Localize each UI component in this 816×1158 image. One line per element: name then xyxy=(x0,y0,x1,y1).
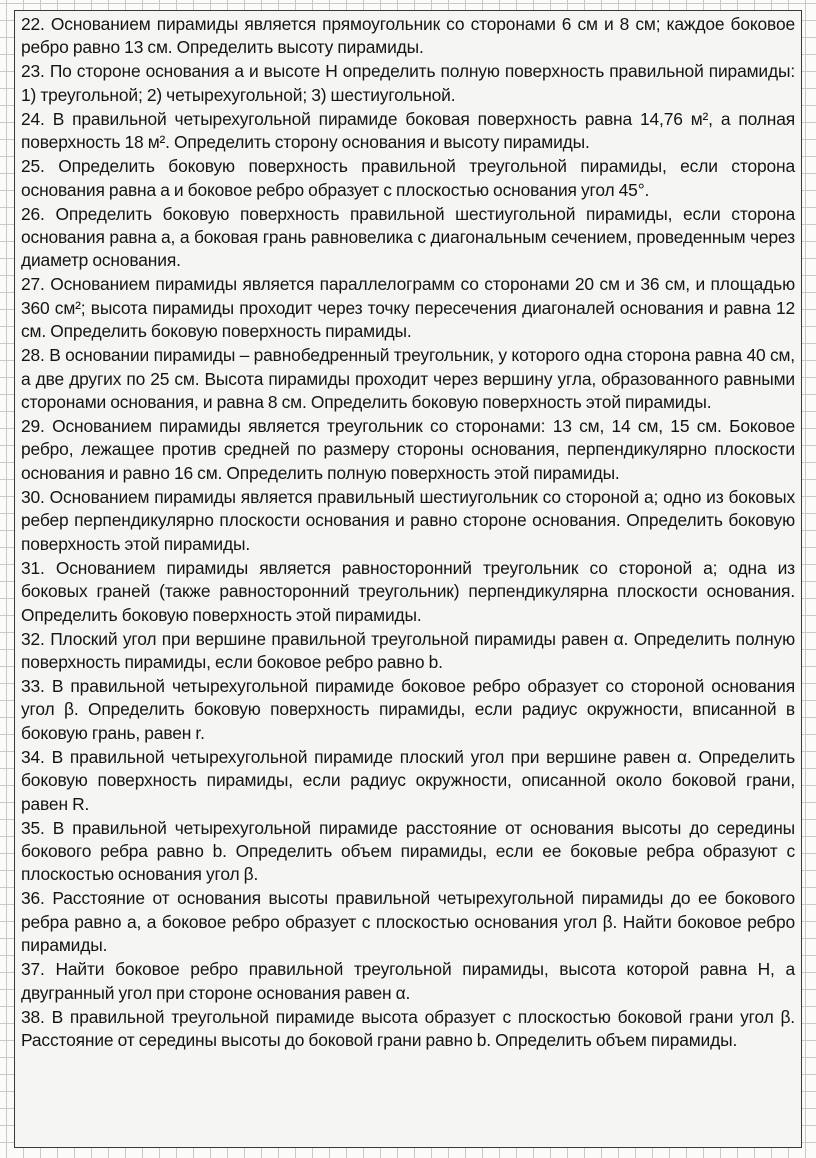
problem-37: 37. Найти боковое ребро правильной треугольной пирамиды, высота которой равна H, а двугранный угол при стороне основания равен α. xyxy=(21,959,795,1003)
problem-28: 28. В основании пирамиды – равнобедренный треугольник, у которого одна сторона равна 40 см, а две других по 25 см. Высота пирамиды проходит через вершину угла, образованного равными сторонами основания, и равна 8 см. Определить боковую поверхность этой пирамиды. xyxy=(21,345,795,413)
problem-32: 32. Плоский угол при вершине правильной треугольной пирамиды равен α. Определить полную поверхность пирамиды, если боковое ребро равно b. xyxy=(21,628,795,672)
problem-31: 31. Основанием пирамиды является равносторонний треугольник со стороной a; одна из боковых граней (также равносторонний треугольник) перпендикулярна плоскости основания. Определить боковую поверхность этой пирамиды. xyxy=(21,557,795,625)
problem-34: 34. В правильной четырехугольной пирамиде плоский угол при вершине равен α. Определить боковую поверхность пирамиды, если радиус окружности, описанной около боковой грани, равен R. xyxy=(21,746,795,814)
problem-25: 25. Определить боковую поверхность правильной треугольной пирамиды, если сторона основания равна a и боковое ребро образует с плоскостью основания угол 45°. xyxy=(21,156,795,200)
problem-35: 35. В правильной четырехугольной пирамиде расстояние от основания высоты до середины бокового ребра равно b. Определить объем пирамиды, если ее боковые ребра образуют с плоскостью основания угол β. xyxy=(21,817,795,885)
problem-33: 33. В правильной четырехугольной пирамиде боковое ребро образует со стороной основания угол β. Определить боковую поверхность пирамиды, если радиус окружности, вписанной в боковую грань, равен r. xyxy=(21,675,795,743)
problem-23: 23. По стороне основания a и высоте H определить полную поверхность правильной пирамиды: 1) треугольной; 2) четырехугольной; 3) шестиугольной. xyxy=(21,61,795,105)
problem-30: 30. Основанием пирамиды является правильный шестиугольник со стороной a; одно из боковых ребер перпендикулярно плоскости основания и равно стороне основания. Определить боковую поверхность этой пирамиды. xyxy=(21,486,795,554)
problem-29: 29. Основанием пирамиды является треугольник со сторонами: 13 см, 14 см, 15 см. Боковое ребро, лежащее против средней по размеру стороны основания, перпендикулярно плоскости основания и равно 16 см. Определить полную поверхность этой пирамиды. xyxy=(21,416,795,483)
problem-26: 26. Определить боковую поверхность правильной шестиугольной пирамиды, если сторона основания равна a, а боковая грань равновелика с диагональным сечением, проведенным через диаметр основания. xyxy=(21,203,795,271)
problem-36: 36. Расстояние от основания высоты правильной четырехугольной пирамиды до ее бокового ребра равно a, а боковое ребро образует с плоскостью основания угол β. Найти боковое ребро пирамиды. xyxy=(21,888,795,956)
problem-list xyxy=(14,10,802,1148)
problem-22: 22. Основанием пирамиды является прямоугольник со сторонами 6 см и 8 см; каждое боковое ребро равно 13 см. Определить высоту пирамиды. xyxy=(21,14,795,58)
problem-38: 38. В правильной треугольной пирамиде высота образует с плоскостью боковой грани угол β. Расстояние от середины высоты до боковой грани равно b. Определить объем пирамиды. xyxy=(21,1006,795,1050)
problem-24: 24. В правильной четырехугольной пирамиде боковая поверхность равна 14,76 м², а полная поверхность 18 м². Определить сторону основания и высоту пирамиды. xyxy=(21,108,795,153)
problem-27: 27. Основанием пирамиды является параллелограмм со сторонами 20 см и 36 см, и площадью 360 см²; высота пирамиды проходит через точку пересечения диагоналей основания и равна 12 см. Определить боковую поверхность пирамиды. xyxy=(21,274,795,342)
